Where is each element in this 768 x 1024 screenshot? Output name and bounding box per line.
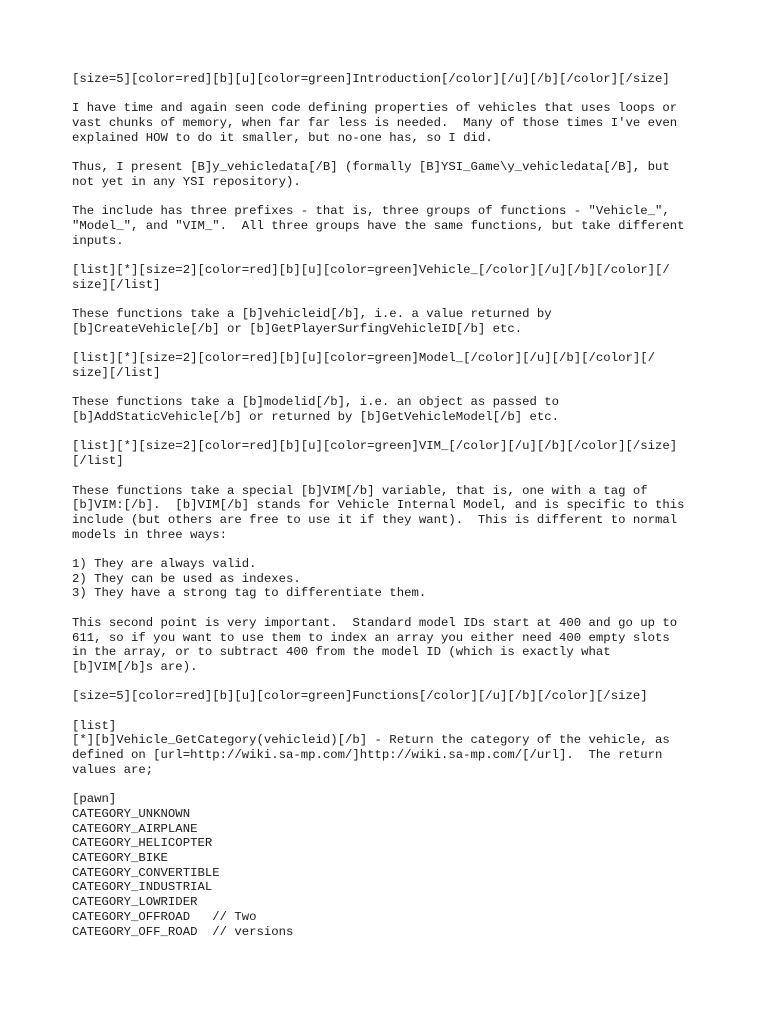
paragraph-model-ids: This second point is very important. Standard model IDs start at 400 and go up to 611, so if you want to use them to index an array you either need 400 empty slots in the array, or to subtract 400 from the model ID (which is exactly what [b]VIM[/b]s are). — [72, 615, 678, 674]
heading-functions: [size=5][color=red][b][u][color=green]Functions[/color][/u][/b][/color][/size] — [72, 689, 648, 704]
paragraph-prefixes: The include has three prefixes - that is, three groups of functions - "Vehicle_", "Model_", and "VIM_". All three groups have the same functions, but take different inputs. — [72, 204, 685, 248]
list-vim-properties: 1) They are always valid. 2) They can be used as indexes. 3) They have a strong tag to differentiate them. — [72, 557, 427, 601]
paragraph-present: Thus, I present [B]y_vehicledata[/B] (formally [B]YSI_Game\y_vehicledata[/B], but not yet in any YSI repository). — [72, 160, 670, 189]
heading-model-prefix: [list][*][size=2][color=red][b][u][color=green]Model_[/color][/u][/b][/color][/ size][/list] — [72, 351, 655, 380]
document-body — [72, 72, 712, 954]
paragraph-vim-functions: These functions take a special [b]VIM[/b] variable, that is, one with a tag of [b]VIM:[/b]. [b]VIM[/b] stands for Vehicle Internal Model, and is specific to this include (but others are free to use it if they want). This is different to normal models in three ways: — [72, 483, 685, 542]
paragraph-intro: I have time and again seen code defining properties of vehicles that uses loops or vast chunks of memory, when far far less is needed. Many of those times I've even explained HOW to do it smaller, but no-one has, so I did. — [72, 101, 678, 145]
heading-vim-prefix: [list][*][size=2][color=red][b][u][color=green]VIM_[/color][/u][/b][/color][/size] [/list] — [72, 439, 678, 469]
heading-introduction: [size=5][color=red][b][u][color=green]Introduction[/color][/u][/b][/color][/size] — [72, 72, 670, 86]
paragraph-get-category: [list] [*][b]Vehicle_GetCategory(vehicleid)[/b] - Return the category of the vehicle, as defined on [url=http://wiki.sa-mp.com/]http://wiki.sa-mp.com/[/url]. The return values are; — [72, 718, 670, 777]
code-category-list: [pawn] CATEGORY_UNKNOWN CATEGORY_AIRPLANE CATEGORY_HELICOPTER CATEGORY_BIKE CATEGORY_CONVERTIBLE CATEGORY_INDUSTRIAL CATEGORY_LOWRIDER CATEGORY_OFFROAD // Two CATEGORY_OFF_ROAD // versions — [72, 792, 294, 939]
heading-vehicle-prefix: [list][*][size=2][color=red][b][u][color=green]Vehicle_[/color][/u][/b][/color][/ size][/list] — [72, 263, 670, 292]
paragraph-vehicle-functions: These functions take a [b]vehicleid[/b], i.e. a value returned by [b]CreateVehicle[/b] or [b]GetPlayerSurfingVehicleID[/b] etc. — [72, 307, 552, 336]
paragraph-model-functions: These functions take a [b]modelid[/b], i.e. an object as passed to [b]AddStaticVehicle[/b] or returned by [b]GetVehicleModel[/b] etc. — [72, 395, 560, 425]
